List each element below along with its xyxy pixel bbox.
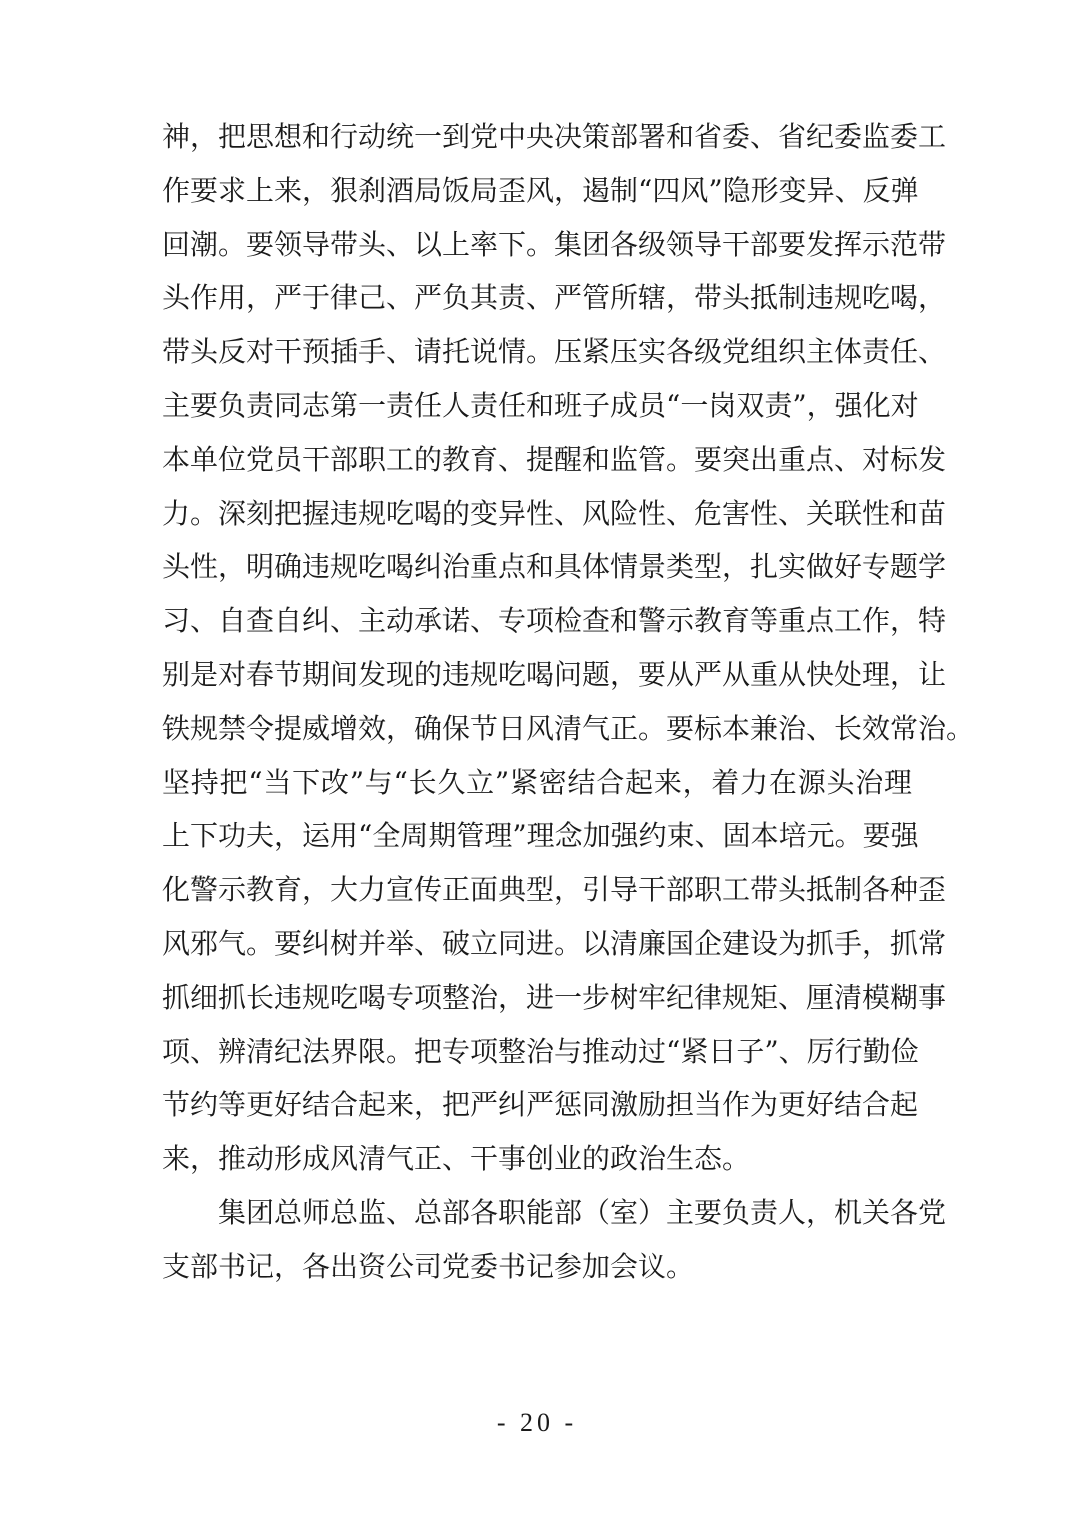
text-line: 抓细抓长违规吃喝专项整治，进一步树牢纪律规矩、厘清模糊事 bbox=[162, 980, 947, 1014]
text-line: 铁规禁令提威增效，确保节日风清气正。要标本兼治、长效常治。 bbox=[162, 711, 975, 745]
text-line: 化警示教育，大力宣传正面典型，引导干部职工带头抵制各种歪 bbox=[162, 873, 947, 907]
text-line: 上下功夫，运用“全周期管理”理念加强约束、固本培元。要强 bbox=[162, 819, 919, 853]
text-line: 回潮。要领导带头、以上率下。集团各级领导干部要发挥示范带 bbox=[162, 227, 947, 261]
paragraph-1 bbox=[162, 110, 975, 1186]
text-line: 支部书记，各出资公司党委书记参加会议。 bbox=[162, 1249, 695, 1283]
text-line: 头性，明确违规吃喝纠治重点和具体情景类型，扎实做好专题学 bbox=[162, 550, 947, 584]
text-line: 集团总师总监、总部各职能部（室）主要负责人，机关各党 bbox=[218, 1195, 947, 1229]
text-line: 力。深刻把握违规吃喝的变异性、风险性、危害性、关联性和苗 bbox=[162, 496, 947, 530]
text-line: 习、自查自纠、主动承诺、专项检查和警示教育等重点工作，特 bbox=[162, 604, 947, 638]
text-line: 别是对春节期间发现的违规吃喝问题，要从严从重从快处理，让 bbox=[162, 657, 947, 691]
page-number: - 20 - bbox=[496, 1408, 578, 1437]
paragraph-2 bbox=[162, 1186, 947, 1294]
text-line: 来，推动形成风清气正、干事创业的政治生态。 bbox=[162, 1142, 751, 1176]
text-line: 神，把思想和行动统一到党中央决策部署和省委、省纪委监委工 bbox=[162, 120, 947, 153]
body-text bbox=[162, 110, 975, 1294]
text-line: 本单位党员干部职工的教育、提醒和监管。要突出重点、对标发 bbox=[162, 442, 947, 476]
text-line: 作要求上来，狠刹酒局饭局歪风，遏制“四风”隐形变异、反弹 bbox=[162, 173, 919, 207]
text-line: 风邪气。要纠树并举、破立同进。以清廉国企建设为抓手，抓常 bbox=[162, 926, 947, 960]
text-line: 主要负责同志第一责任人责任和班子成员“一岗双责”，强化对 bbox=[162, 388, 919, 422]
text-line: 带头反对干预插手、请托说情。压紧压实各级党组织主体责任、 bbox=[162, 335, 947, 369]
text-line: 头作用，严于律己、严负其责、严管所辖，带头抵制违规吃喝， bbox=[162, 281, 947, 315]
text-line: 项、辨清纪法界限。把专项整治与推动过“紧日子”、厉行勤俭 bbox=[162, 1034, 919, 1068]
text-line: 坚持把“当下改”与“长久立”紧密结合起来，着力在源头治理 bbox=[162, 765, 912, 799]
text-line: 节约等更好结合起来，把严纠严惩同激励担当作为更好结合起 bbox=[162, 1088, 919, 1122]
